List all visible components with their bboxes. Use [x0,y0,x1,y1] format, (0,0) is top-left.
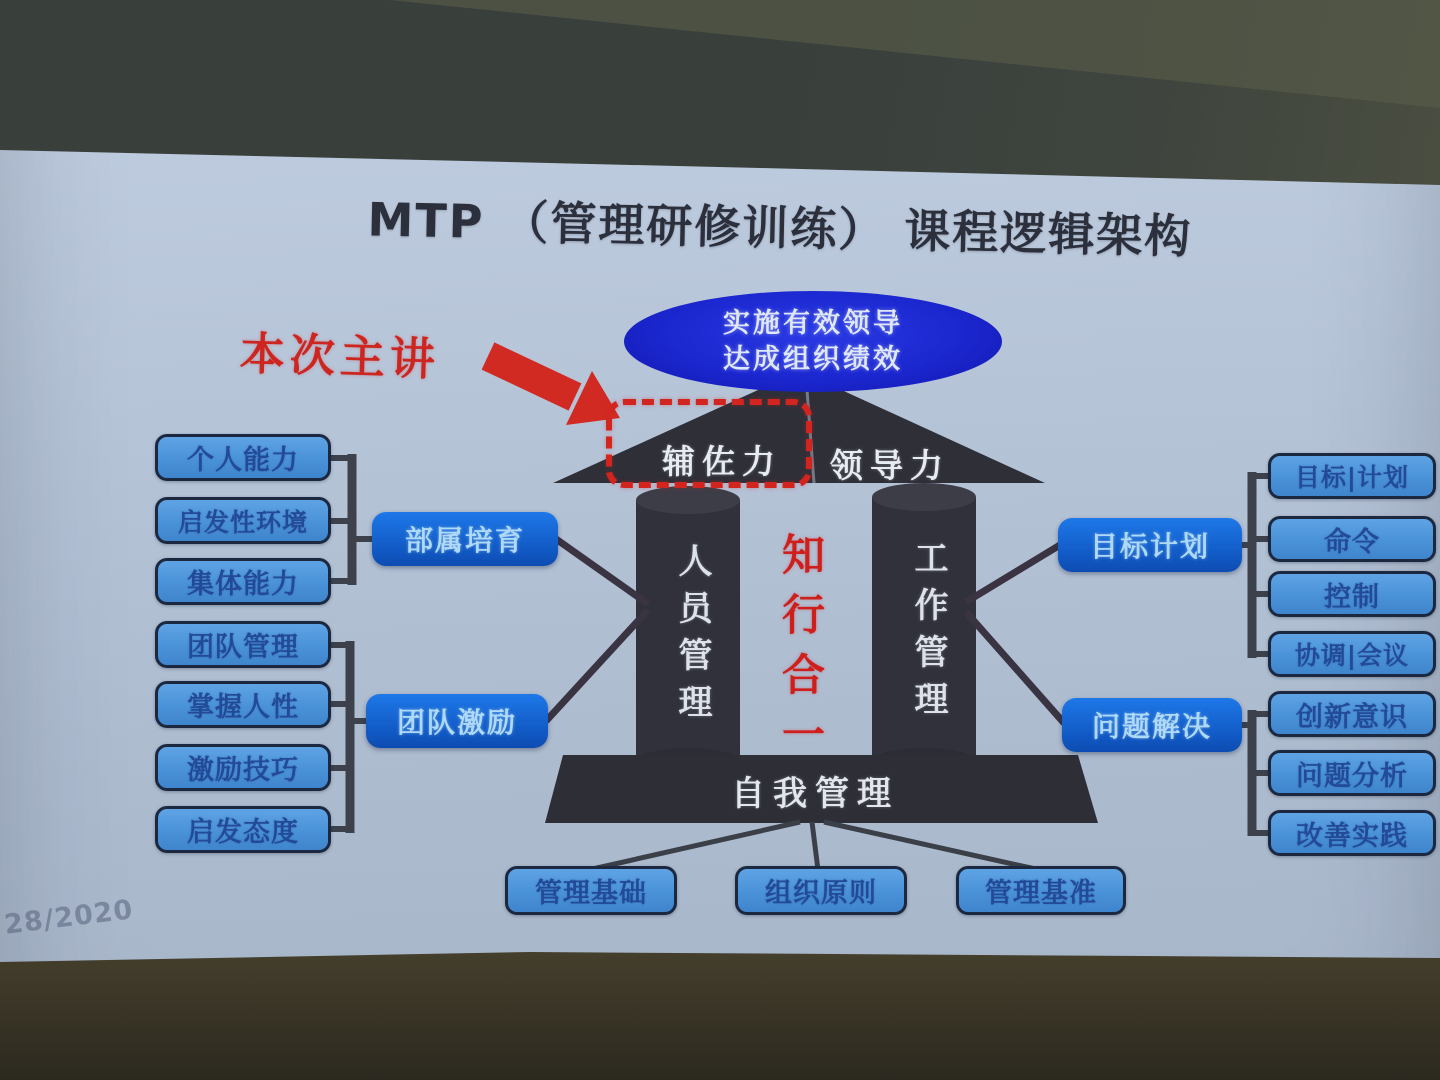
mid-node-subordinate-development: 部属培育 [372,512,558,566]
left-box-collective-ability: 集体能力 [155,558,331,605]
left-box-team-management: 团队管理 [155,621,331,668]
right-box-improvement-practice: 改善实践 [1268,810,1436,856]
right-box-control: 控制 [1268,571,1436,617]
roof-label-support: 辅佐力 [662,442,782,481]
slide-date-note: 28/2020 [2,894,135,941]
mid-node-goal-planning: 目标计划 [1058,518,1242,572]
right-box-coordination-meeting: 协调|会议 [1268,631,1436,677]
mid-node-problem-solving: 问题解决 [1062,698,1242,752]
mid-node-team-motivation: 团队激励 [366,694,548,748]
red-arrow-icon [488,356,620,425]
right-box-innovation-awareness: 创新意识 [1268,691,1436,737]
foundation-box-organization-principles: 组织原则 [735,866,907,915]
left-bracket-bottom [328,641,368,833]
left-box-personal-ability: 个人能力 [155,434,331,481]
dashed-highlight-box [606,399,812,488]
foundation-box-management-standards: 管理基准 [956,866,1126,915]
right-box-goal-plan: 目标|计划 [1268,453,1436,499]
roof-label-leadership: 领导力 [830,446,950,485]
slide-title: MTP （管理研修训练） 课程逻辑架构 [367,192,1193,264]
room-dark-bottom-band [0,948,1440,1080]
left-box-motivation-skills: 激励技巧 [155,744,331,791]
left-box-understand-human-nature: 掌握人性 [155,681,331,728]
goal-line-1: 实施有效领导 [723,307,903,339]
lecture-focus-annotation: 本次主讲 [239,326,441,387]
pillar-label-work-management: 工作管理 [908,540,948,728]
left-box-inspiring-environment: 启发性环境 [155,497,331,544]
goal-line-2: 达成组织绩效 [723,343,903,375]
foundation-fan-lines [588,822,1040,870]
right-box-command: 命令 [1268,516,1436,562]
base-label-self-management: 自我管理 [731,774,899,814]
left-box-inspiring-attitude: 启发态度 [155,806,331,853]
right-box-problem-analysis: 问题分析 [1268,750,1436,796]
foundation-box-management-basics: 管理基础 [505,866,677,915]
goal-ellipse [624,291,1002,392]
pillar-label-people-management: 人员管理 [672,543,712,731]
motto-knowledge-action: 知行合一 [775,532,825,772]
left-bracket-top [330,454,374,585]
right-bracket-top [1240,472,1270,658]
right-bracket-bottom [1240,710,1270,836]
